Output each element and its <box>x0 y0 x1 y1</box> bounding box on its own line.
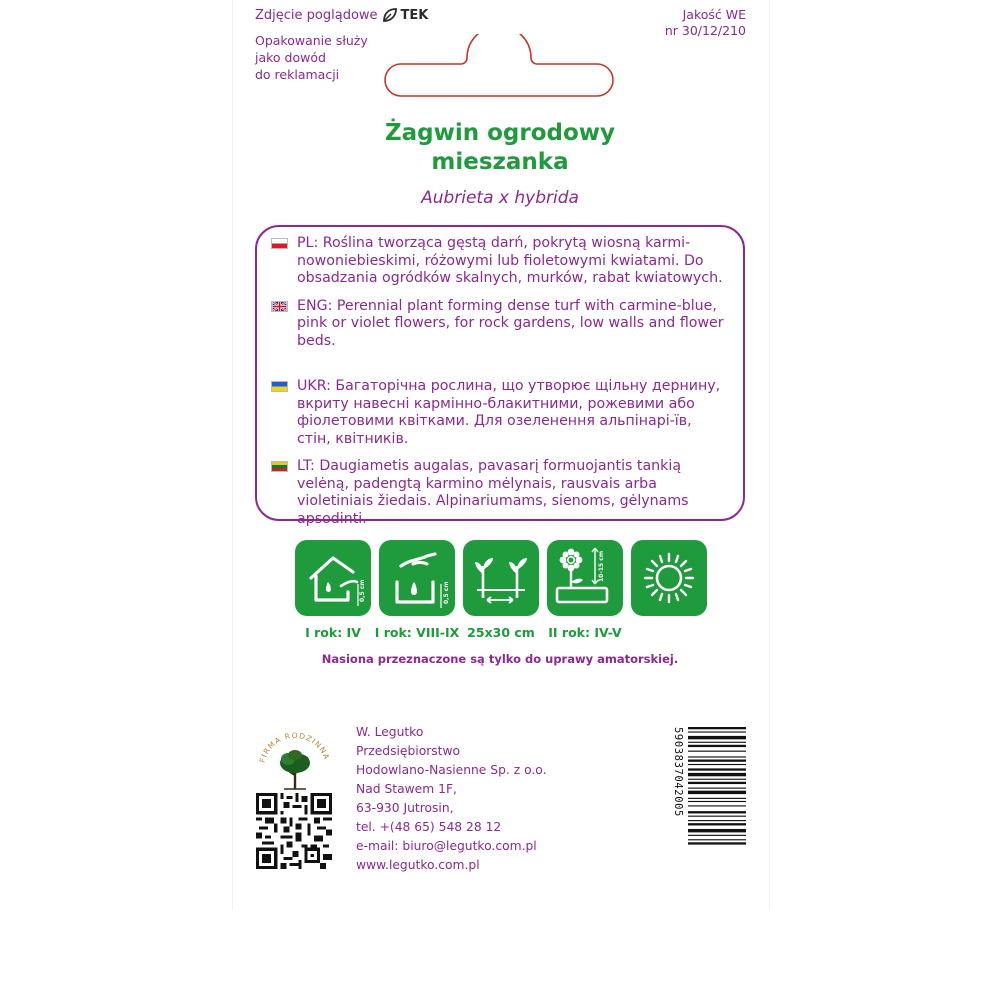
quality-line: Jakość WE <box>682 7 746 22</box>
company-website[interactable]: www.legutko.com.pl <box>356 858 480 872</box>
qr-code <box>256 793 332 869</box>
ua-flag-icon <box>271 381 288 392</box>
company-name: W. Legutko <box>356 725 424 739</box>
tek-label: TEK <box>400 8 429 23</box>
description-lt <box>297 458 729 528</box>
product-title-line2: mieszanka <box>431 149 569 175</box>
flowering-time-label: II rok: IV-V <box>548 625 622 640</box>
hang-hole-outline <box>383 34 615 100</box>
description-ukr <box>297 378 729 448</box>
pl-flag-icon <box>271 238 288 249</box>
barcode-number: 5903837042005 <box>672 727 684 817</box>
flowering-height-icon <box>547 540 623 616</box>
company-address <box>356 723 547 875</box>
company-phone: tel. +(48 65) 548 28 12 <box>356 820 502 834</box>
depth-text-1: 0,5 cm <box>359 579 366 602</box>
latin-name: Aubrieta x hybrida <box>421 188 579 208</box>
description-box <box>255 225 745 527</box>
uk-flag-icon <box>271 301 288 312</box>
company-email[interactable]: e-mail: biuro@legutko.com.pl <box>356 839 537 853</box>
open-ground-sowing-icon <box>379 540 455 616</box>
description-pl-text: PL: Roślina tworząca gęstą darń, pokrytą wiosną karmi-nowoniebieskimi, różowymi lub fioletowymi kwiatami. Do obsadzania ogródków skalnych, murków, rabat kwiatowych. <box>297 235 723 286</box>
product-title-line1: Żagwin ogrodowy <box>384 120 616 146</box>
barcode-bars <box>688 727 746 845</box>
description-ukr-text: UKR: Багаторічна рослина, що утворює щільну дернину, вкриту навесні карміннo-блакитними, рожевими або фіолетовими квітками. Для озеленення альпінарі-їв, стін, квітників. <box>297 378 721 447</box>
height-text: 10-15 cm <box>598 550 605 582</box>
company-line2: Przedsiębiorstwo <box>356 744 461 758</box>
quality-info <box>665 7 746 39</box>
spacing-label: 25x30 cm <box>467 625 535 640</box>
family-firm-logo <box>256 725 334 791</box>
photo-note: Zdjęcie poglądowe <box>255 8 378 23</box>
barcode <box>672 725 746 870</box>
company-city: 63-930 Jutrosin, <box>356 801 454 815</box>
sowing-time-label-1: I rok: IV <box>305 625 361 640</box>
depth-text-2: 0,5 cm <box>443 581 450 604</box>
quality-number: nr 30/12/210 <box>664 23 746 38</box>
logo-arc-text: FIRMA RODZINNA <box>257 730 332 764</box>
description-lt-text: LT: Daugiametis augalas, pavasarį formuojantis tankią velėną, padengtą karmino mėlynais, rausvais arba violetiniais žiedais. Alpinariumams, sienoms, gėlynams apsodinti. <box>297 458 689 527</box>
packet-left-edge <box>232 0 233 910</box>
description-eng <box>297 298 729 351</box>
description-pl <box>297 235 729 288</box>
amateur-use-note: Nasiona przeznaczone są tylko do uprawy amatorskiej. <box>321 652 679 666</box>
leaf-icon <box>382 8 397 23</box>
packet-right-edge <box>769 0 770 910</box>
company-line3: Hodowlano-Nasienne Sp. z o.o. <box>356 763 547 777</box>
description-eng-text: ENG: Perennial plant forming dense turf with carmine-blue, pink or violet flowers, for rock gardens, low walls and flower beds. <box>297 297 724 349</box>
plant-spacing-icon <box>463 540 539 616</box>
greenhouse-sowing-icon <box>295 540 371 616</box>
lt-flag-icon <box>271 461 288 472</box>
sowing-time-label-2: I rok: VIII-IX <box>374 625 460 640</box>
full-sun-icon <box>631 540 707 616</box>
company-street: Nad Stawem 1F, <box>356 782 457 796</box>
package-notice: Opakowanie służy jako dowód do reklamacji <box>255 33 368 82</box>
